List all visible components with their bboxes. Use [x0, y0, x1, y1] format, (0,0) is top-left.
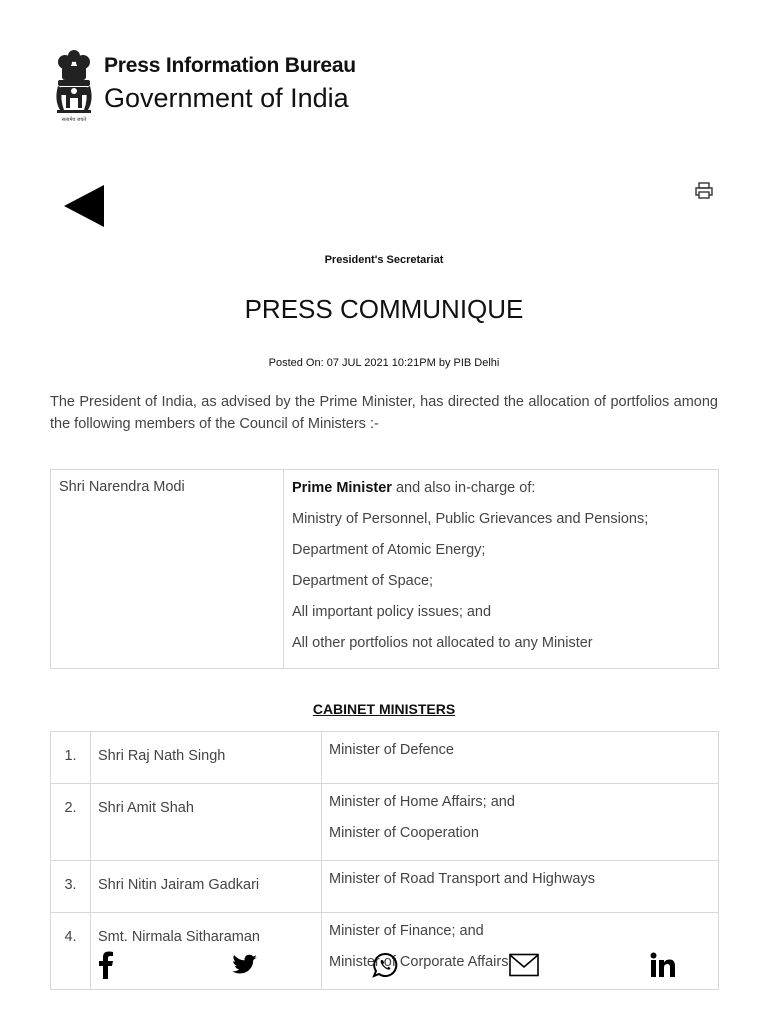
- row-number: 3.: [51, 861, 91, 913]
- portfolio-line: Minister of Corporate Affairs: [329, 954, 509, 970]
- section-heading: CABINET MINISTERS: [312, 701, 456, 717]
- row-number: 4.: [51, 913, 91, 990]
- site-header: [52, 48, 452, 128]
- portfolio-line: Department of Space;: [292, 573, 434, 589]
- pm-role-title: Prime Minister: [292, 480, 392, 496]
- printer-icon[interactable]: [694, 182, 714, 200]
- pm-role: [292, 473, 710, 504]
- portfolio-line: Minister of Home Affairs; and: [329, 794, 515, 810]
- portfolio-line: Minister of Finance; and: [329, 923, 484, 939]
- intro-paragraph: The President of India, as advised by the Prime Minister, has directed the allocation of portfolios among the following members of the Council of Ministers :-: [50, 394, 718, 432]
- table-row: [51, 732, 719, 784]
- national-emblem-icon: [52, 48, 96, 124]
- whatsapp-icon[interactable]: [370, 950, 400, 980]
- portfolio-line: Minister of Cooperation: [329, 825, 479, 841]
- share-bar: [0, 940, 768, 990]
- row-number: 2.: [51, 784, 91, 861]
- release-title: PRESS COMMUNIQUE: [244, 294, 524, 324]
- org-name-line1: Press Information Bureau: [104, 54, 356, 77]
- minister-name: Shri Nitin Jairam Gadkari: [91, 861, 322, 913]
- linkedin-icon[interactable]: [648, 950, 678, 980]
- row-number: 1.: [51, 732, 91, 784]
- portfolio-cell: [322, 861, 719, 913]
- minister-name: Shri Raj Nath Singh: [91, 732, 322, 784]
- twitter-icon[interactable]: [230, 950, 260, 980]
- portfolio-line: All important policy issues; and: [292, 604, 492, 620]
- portfolio-cell: [284, 470, 719, 669]
- table-row: [51, 784, 719, 861]
- portfolio-line: Minister of Defence: [329, 742, 454, 758]
- portfolio-line: Department of Atomic Energy;: [292, 542, 486, 558]
- minister-name: Shri Amit Shah: [91, 784, 322, 861]
- facebook-icon[interactable]: [92, 950, 120, 980]
- back-triangle-icon[interactable]: [60, 183, 108, 229]
- portfolio-cell: [322, 784, 719, 861]
- portfolio-line: Minister of Road Transport and Highways: [329, 871, 595, 887]
- org-name-line2: Government of India: [104, 83, 349, 113]
- ministry-name: President's Secretariat: [324, 254, 444, 266]
- portfolio-line: All other portfolios not allocated to any Minister: [292, 635, 593, 651]
- table-row: [51, 861, 719, 913]
- portfolio-cell: [322, 732, 719, 784]
- minister-name: Smt. Nirmala Sitharaman: [91, 913, 322, 990]
- portfolio-line: Ministry of Personnel, Public Grievances and Pensions;: [292, 511, 649, 527]
- posted-date: Posted On: 07 JUL 2021 10:21PM by PIB Delhi: [268, 357, 500, 369]
- emblem-caption: सत्यमेव जयते: [61, 117, 87, 123]
- minister-name: Shri Narendra Modi: [51, 470, 284, 669]
- email-icon[interactable]: [508, 950, 540, 980]
- table-row: [51, 470, 719, 669]
- pm-role-rest: and also in-charge of:: [391, 480, 536, 496]
- prime-minister-table: [50, 469, 719, 669]
